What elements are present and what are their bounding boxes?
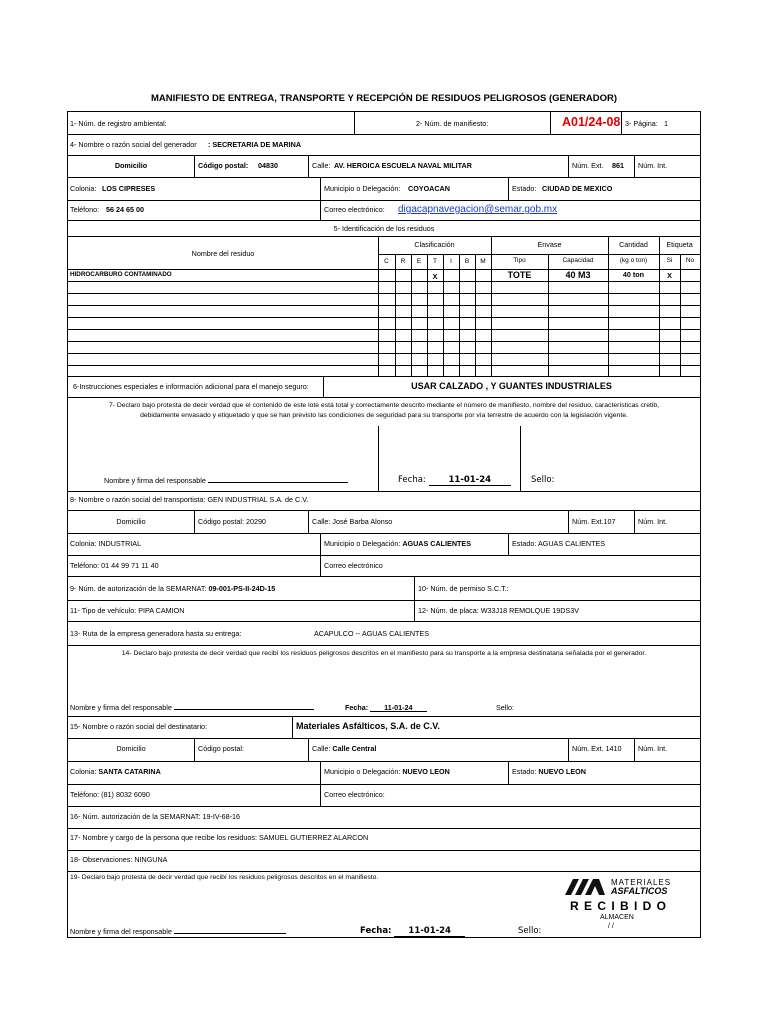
destination-fecha: Fecha: 11-01-24 [360,927,465,937]
generator-email-label: Correo electrónico: [324,205,385,214]
destination-int: Núm. Int. [638,744,668,753]
destination-firma: Nombre y firma del responsable [70,928,286,935]
stamp-date: / / [608,923,614,930]
waste-row-cantidad: 40 ton [622,270,645,279]
instructions-label: 6-Instrucciones especiales e información adicional para el manejo seguro: [73,382,309,391]
generator-calle: AV. HEROICA ESCUELA NAVAL MILITAR [334,161,472,170]
destination-auth: 16- Núm. autorización de la SEMARNAT: 19-IV-68-16 [70,812,241,821]
generator-domicilio: Domicilio [114,161,148,170]
declaration7-sello: Sello: [531,475,555,485]
destination-sello: Sello: [518,926,542,936]
si-header: Si [666,257,673,264]
generator-name-label: 4- Nombre o razón social del generador [70,140,197,149]
waste-row-tipo: TOTE [507,270,532,280]
destination-observaciones: 18- Observaciones: NINGUNA [70,855,168,864]
transport-int: Núm. Int. [638,517,668,526]
declaration7-fecha: Fecha: 11-01-24 [398,476,511,486]
generator-estado: CIUDAD DE MEXICO [542,184,613,193]
transport-email: Correo electrónico [324,561,383,570]
materiales-logo-icon [565,877,605,897]
destination-colonia: Colonia: SANTA CATARINA [70,767,161,776]
kg-header: (kg o ton) [619,257,648,264]
tipo-header: Tipo [513,257,526,264]
manifest-label: 2- Núm. de manifiesto: [416,119,489,128]
manifest-form [67,111,701,938]
generator-tel: 56 24 65 00 [106,205,144,214]
destination-declaration: 19- Declaro bajo protesta de decir verdad que recibí los residuos peligrosos descritos en el manifiesto. [70,874,379,881]
class-code-r: R [400,258,406,265]
generator-estado-label: Estado: [512,184,537,193]
page-value: 1 [664,119,668,128]
declaration7-firma: Nombre y firma del responsable [104,477,348,484]
etiqueta-header: Etiqueta [666,240,693,249]
transport-calle: Calle: José Barba Alonso [312,517,393,526]
destination-name-label: 15- Nombre o razón social del destinatario: [70,722,208,731]
generator-ext-label: Núm. Ext. [572,161,604,170]
waste-row-si: X [667,271,672,280]
destination-email: Correo electrónico: [324,790,385,799]
transport-declaration: 14- Declaro bajo protesta de decir verdad que recibí los residuos peligrosos descritos en el manifiesto para su transporte a la empresa destinataria señalada por el generador. [121,650,647,657]
class-code-t: T [433,258,437,265]
destination-calle: Calle: Calle Central [312,744,377,753]
generator-municipio: COYOACAN [408,184,450,193]
transport-cp: Código postal: 20290 [198,517,266,526]
generator-municipio-label: Municipio o Delegación: [324,184,401,193]
envase-header: Envase [537,240,562,249]
stamp-brand2: ASFALTICOS [611,886,668,896]
stamp-dept: ALMACEN [600,914,634,921]
transport-domicilio: Domicilio [116,517,146,526]
waste-row-name: HIDROCARBURO CONTAMINADO [70,271,172,278]
generator-colonia: LOS CIPRESES [102,184,156,193]
transport-vehicle: 11- Tipo de vehículo: PIPA CAMION [70,606,185,615]
generator-cp-label: Código postal: [198,161,249,170]
form-title: MANIFIESTO DE ENTREGA, TRANSPORTE Y RECEPCIÓN DE RESIDUOS PELIGROSOS (GENERADOR) [150,93,618,104]
destination-estado: Estado: NUEVO LEON [512,767,586,776]
transport-ext: Núm. Ext.107 [572,517,616,526]
transport-permit: 10- Núm. de permiso S.C.T.: [418,584,509,593]
clasificacion-header: Clasificación [414,240,455,249]
class-code-c: C [384,258,389,265]
declaration7-line1: 7- Declaro bajo protesta de decir verdad que el contenido de este lote está total y correctamente descrito mediante el número de manifiesto, nombre del residuo, características cretib, [108,402,660,409]
generator-cp: 04830 [258,161,278,170]
destination-domicilio: Domicilio [116,744,146,753]
transport-colonia: Colonia: INDUSTRIAL [70,539,142,548]
generator-int-label: Núm. Int. [638,161,668,170]
received-stamp [565,876,690,936]
waste-section-label: 5- Identificación de los residuos [333,224,435,233]
destination-municipio: Municipio o Delegación: NUEVO LEON [324,767,450,776]
declaration7-line2: debidamente envasado y etiquetado y que se han previsto las condiciones de seguridad para su transporte por vía terrestre de acuerdo con la legislación vigente. [140,412,628,419]
generator-name: : SECRETARIA DE MARINA [208,140,302,149]
transport-plate: 12- Núm. de placa: W33J18 REMOLQUE 19DS3V [418,606,580,615]
class-code-i: I [450,258,452,265]
manifest-number: A01/24-08 [562,115,621,129]
transport-firma: Nombre y firma del responsable [70,704,314,711]
waste-row-capacidad: 40 M3 [565,270,591,280]
transport-municipio: Municipio o Delegación: AGUAS CALIENTES [324,539,471,548]
route-label: 13- Ruta de la empresa generadora hasta su entrega: [70,629,242,638]
generator-calle-label: Calle: [312,161,331,170]
transport-auth: 9- Núm. de autorización de la SEMARNAT: 09-001-PS-II-24D-15 [70,584,276,593]
destination-tel: Teléfono: (81) 8032 6090 [70,790,150,799]
generator-ext: 861 [612,161,624,170]
transport-estado: Estado: AGUAS CALIENTES [512,539,606,548]
cantidad-header: Cantidad [619,240,648,249]
destination-name: Materiales Asfálticos, S.A. de C.V. [296,721,440,731]
instructions-value: USAR CALZADO , Y GUANTES INDUSTRIALES [411,381,612,391]
class-code-m: M [480,258,486,265]
route-value: ACAPULCO -- AGUAS CALIENTES [314,629,430,638]
generator-colonia-label: Colonia: [70,184,97,193]
transport-fecha: Fecha: 11-01-24 [345,704,427,712]
transport-sello: Sello: [496,703,514,712]
generator-email[interactable]: digacapnavegacion@semar.gob.mx [398,204,558,215]
generator-tel-label: Teléfono: [70,205,100,214]
stamp-brand1: MATERIALES [611,878,672,887]
transport-name-label: 8- Nombre o razón social del transportista: GEN INDUSTRIAL S.A. de C.V. [70,495,309,504]
no-header: No [685,257,695,264]
waste-row-mark: X [432,272,438,281]
class-code-b: B [464,258,470,265]
reg-label: 1- Núm. de registro ambiental: [70,119,167,128]
stamp-word: R E C I B I D O [570,899,668,913]
transport-tel: Teléfono: 01 44 99 71 11 40 [70,561,159,570]
waste-name-header: Nombre del residuo [191,249,255,258]
class-code-e: E [416,258,422,265]
capacidad-header: Capacidad [562,257,594,264]
destination-ext: Núm. Ext. 1410 [572,744,622,753]
destination-receiver: 17- Nombre y cargo de la persona que recibe los residuos: SAMUEL GUTIERREZ ALARCON [70,833,369,842]
page-label: 3- Página: [625,119,658,128]
destination-cp: Código postal: [198,744,244,753]
